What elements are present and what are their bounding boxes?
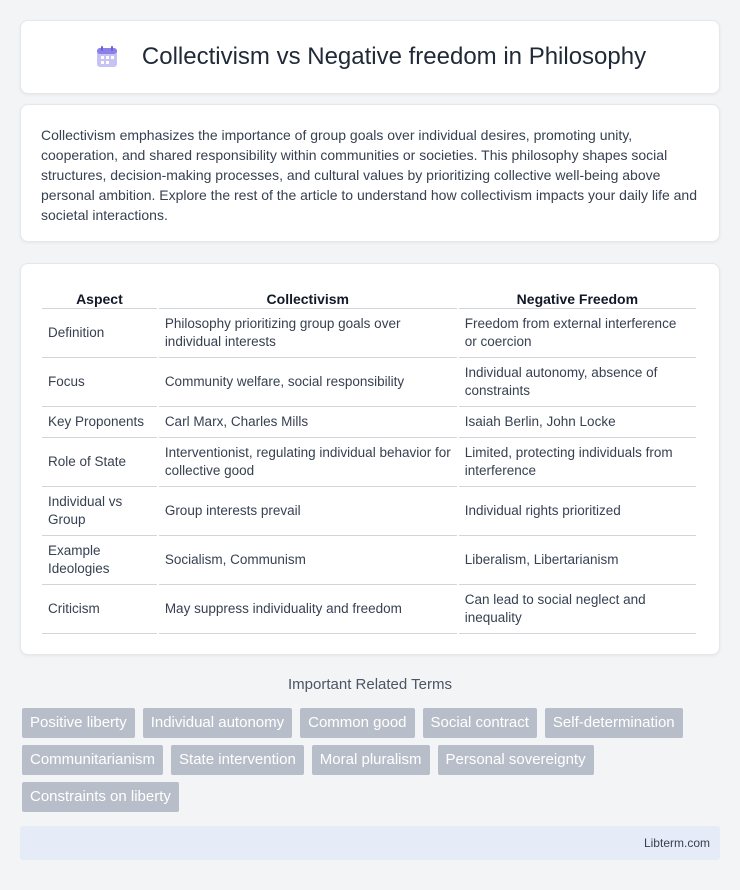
table-cell-aspect: Criticism — [42, 585, 157, 634]
footer-site-link[interactable]: Libterm.com — [643, 836, 710, 850]
intro-card — [20, 104, 720, 242]
tag-communitarianism[interactable]: Communitarianism — [22, 745, 163, 775]
header-collectivism: Collectivism — [159, 284, 457, 309]
related-terms-heading: Important Related Terms — [288, 676, 452, 693]
tag-positive-liberty[interactable]: Positive liberty — [22, 708, 135, 738]
table-cell-negative-freedom: Individual rights prioritized — [459, 487, 696, 536]
table-row — [42, 407, 696, 438]
table-cell-negative-freedom: Can lead to social neglect and inequality — [459, 585, 696, 634]
intro-paragraph: Collectivism emphasizes the importance of group goals over individual desires, promoting unity, cooperation, and shared responsibility within communities or societies. This philosophy shapes social structures, decision-making processes, and cultural values by prioritizing collective well-being above personal ambition. Explore the rest of the article to understand how collectivism impacts your daily life and societal interactions. — [41, 127, 697, 223]
table-cell-aspect: Key Proponents — [42, 407, 157, 438]
table-cell-collectivism: Socialism, Communism — [159, 536, 457, 585]
table-cell-aspect: Individual vs Group — [42, 487, 157, 536]
table-cell-negative-freedom: Individual autonomy, absence of constraints — [459, 358, 696, 407]
table-row — [42, 585, 696, 634]
table-cell-aspect: Role of State — [42, 438, 157, 487]
table-row — [42, 309, 696, 358]
tag-self-determination[interactable]: Self-determination — [545, 708, 683, 738]
table-cell-negative-freedom: Liberalism, Libertarianism — [459, 536, 696, 585]
table-cell-collectivism: May suppress individuality and freedom — [159, 585, 457, 634]
footer — [20, 826, 720, 860]
header-aspect: Aspect — [42, 284, 157, 309]
tag-individual-autonomy[interactable]: Individual autonomy — [143, 708, 292, 738]
tag-state-intervention[interactable]: State intervention — [171, 745, 304, 775]
tag-personal-sovereignty[interactable]: Personal sovereignty — [438, 745, 594, 775]
table-row — [42, 536, 696, 585]
table-cell-aspect: Example Ideologies — [42, 536, 157, 585]
table-row — [42, 487, 696, 536]
table-row — [42, 358, 696, 407]
comparison-table — [40, 284, 698, 634]
table-cell-collectivism: Interventionist, regulating individual behavior for collective good — [159, 438, 457, 487]
table-cell-collectivism: Carl Marx, Charles Mills — [159, 407, 457, 438]
comparison-table-card — [20, 263, 720, 655]
tag-social-contract[interactable]: Social contract — [423, 708, 537, 738]
table-row — [42, 438, 696, 487]
table-header-row — [42, 284, 696, 309]
table-cell-negative-freedom: Isaiah Berlin, John Locke — [459, 407, 696, 438]
table-cell-collectivism: Philosophy prioritizing group goals over individual interests — [159, 309, 457, 358]
table-cell-aspect: Focus — [42, 358, 157, 407]
calendar-icon — [94, 44, 120, 70]
table-cell-aspect: Definition — [42, 309, 157, 358]
table-cell-negative-freedom: Freedom from external interference or coercion — [459, 309, 696, 358]
header-negative-freedom: Negative Freedom — [459, 284, 696, 309]
tag-moral-pluralism[interactable]: Moral pluralism — [312, 745, 430, 775]
title-card — [20, 20, 720, 94]
table-cell-collectivism: Community welfare, social responsibility — [159, 358, 457, 407]
tag-constraints-on-liberty[interactable]: Constraints on liberty — [22, 782, 179, 812]
related-terms-list — [22, 708, 722, 812]
tag-common-good[interactable]: Common good — [300, 708, 414, 738]
table-cell-collectivism: Group interests prevail — [159, 487, 457, 536]
table-cell-negative-freedom: Limited, protecting individuals from interference — [459, 438, 696, 487]
page-title: Collectivism vs Negative freedom in Philosophy — [141, 43, 647, 70]
